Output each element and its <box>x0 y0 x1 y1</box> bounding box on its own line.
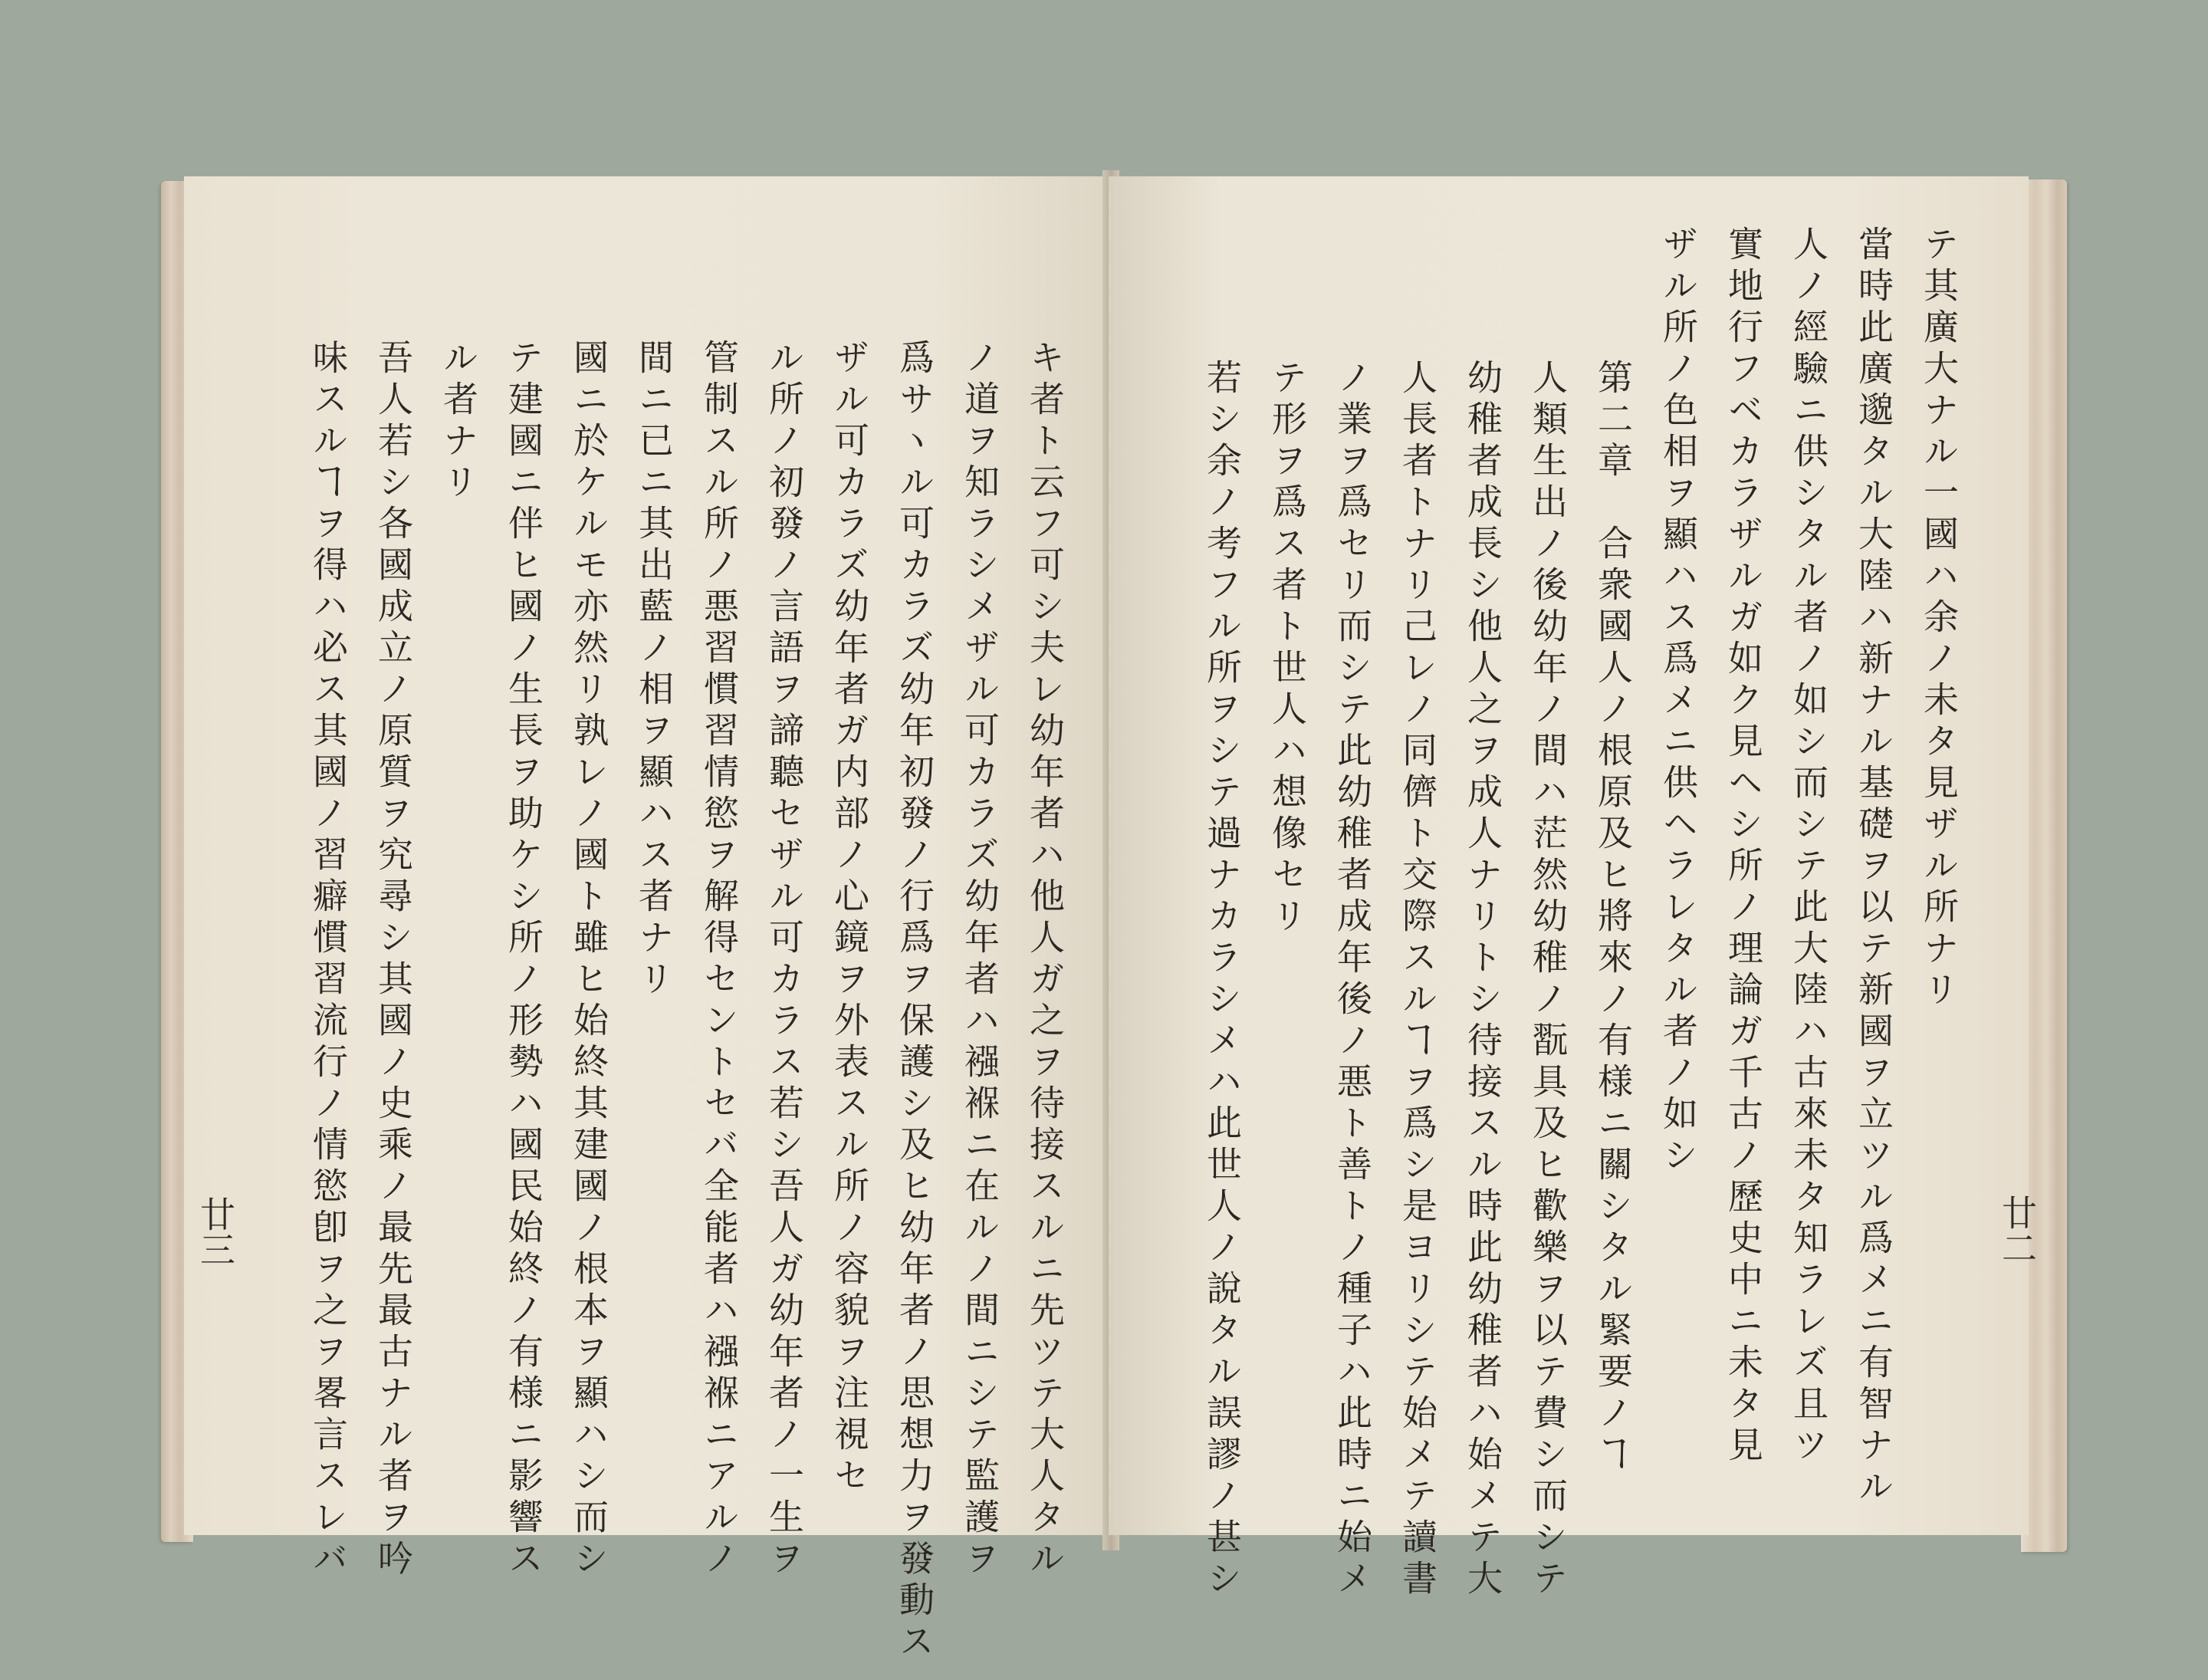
right-col-1: テ其廣大ナル一國ハ余ノ未タ見ザル所ナリ <box>1918 225 1960 1012</box>
left-col-6: 管制スル所ノ悪習慣習情慾ヲ解得セントセバ全能者ハ襁褓ニアルノ <box>698 339 740 1581</box>
right-col-4: 實地行フベカラザルガ如ク見ヘシ所ノ理論ガ千古ノ歷史中ニ未タ見 <box>1723 225 1764 1468</box>
left-page <box>184 176 1119 1664</box>
left-col-10: ル者ナリ <box>438 339 479 505</box>
right-col-12: 若シ余ノ考フル所ヲシテ過ナカラシメハ此世人ノ說タル誤謬ノ甚シ <box>1201 359 1243 1601</box>
left-col-9: テ建國ニ伴ヒ國ノ生長ヲ助ケシ所ノ形勢ハ國民始終ノ有様ニ影響ス <box>503 339 544 1581</box>
left-page-number: 廿三 <box>195 1196 236 1267</box>
left-col-8: 國ニ於ケルモ亦然リ孰レノ國ト雖ヒ始終其建國ノ根本ヲ顯ハシ而シ <box>568 339 610 1581</box>
left-col-12: 味スルヿヲ得ハ必ス其國ノ習癖慣習流行ノ情慾卽ヲ之ヲ畧言スレバ <box>307 339 349 1581</box>
left-col-11: 吾人若シ各國成立ノ原質ヲ究尋シ其國ノ史乘ノ最先最古ナル者ヲ吟 <box>373 339 414 1581</box>
left-col-7: 間ニ已ニ其出藍ノ相ヲ顯ハス者ナリ <box>633 339 675 1001</box>
open-book <box>161 170 2070 1664</box>
right-page-number: 廿二 <box>1996 1195 2038 1265</box>
right-page <box>1109 176 2038 1601</box>
left-col-3: 爲サヽル可カラズ幼年初發ノ行爲ヲ保護シ及ヒ幼年者ノ思想力ヲ發動ス <box>894 339 935 1664</box>
left-col-2: ノ道ヲ知ラシメザル可カラズ幼年者ハ襁褓ニ在ルノ間ニシテ監護ヲ <box>959 339 1001 1581</box>
left-col-4: ザル可カラズ幼年者ガ内部ノ心鏡ヲ外表スル所ノ容貌ヲ注視セ <box>829 339 870 1498</box>
right-col-3: 人ノ經驗ニ供シタル者ノ如シ而シテ此大陸ハ古來未タ知ラレズ且ツ <box>1788 225 1829 1468</box>
left-col-1: キ者ト云フ可シ夫レ幼年者ハ他人ガ之ヲ待接スルニ先ツテ大人タル <box>1024 339 1066 1581</box>
right-col-2: 當時此廣邈タル大陸ハ新ナル基礎ヲ以テ新國ヲ立ツル爲メニ有智ナル <box>1853 225 1894 1509</box>
right-col-7: 人類生出ノ後幼年ノ間ハ茫然幼稚ノ翫具及ヒ歡樂ヲ以テ費シ而シテ <box>1527 359 1569 1601</box>
right-col-10: ノ業ヲ爲セリ而シテ此幼稚者成年後ノ悪ト善トノ種子ハ此時ニ始メ <box>1332 359 1373 1601</box>
right-col-5: ザル所ノ色相ヲ顯ハス爲メニ供ヘラレタル者ノ如シ <box>1658 225 1699 1178</box>
right-col-8: 幼稚者成長シ他人之ヲ成人ナリトシ待接スル時此幼稚者ハ始メテ大 <box>1462 359 1503 1601</box>
left-col-5: ル所ノ初發ノ言語ヲ諦聽セザル可カラス若シ吾人ガ幼年者ノ一生ヲ <box>764 339 805 1581</box>
right-chapter-heading: 第二章 合衆國人ノ根原及ヒ將來ノ有様ニ關シタル緊要ノヿ <box>1592 359 1634 1477</box>
right-col-11: テ形ヲ爲ス者ト世人ハ想像セリ <box>1267 359 1308 939</box>
right-col-9: 人長者トナリ己レノ同儕ト交際スルヿヲ爲シ是ヨリシテ始メテ讀書 <box>1397 359 1438 1601</box>
